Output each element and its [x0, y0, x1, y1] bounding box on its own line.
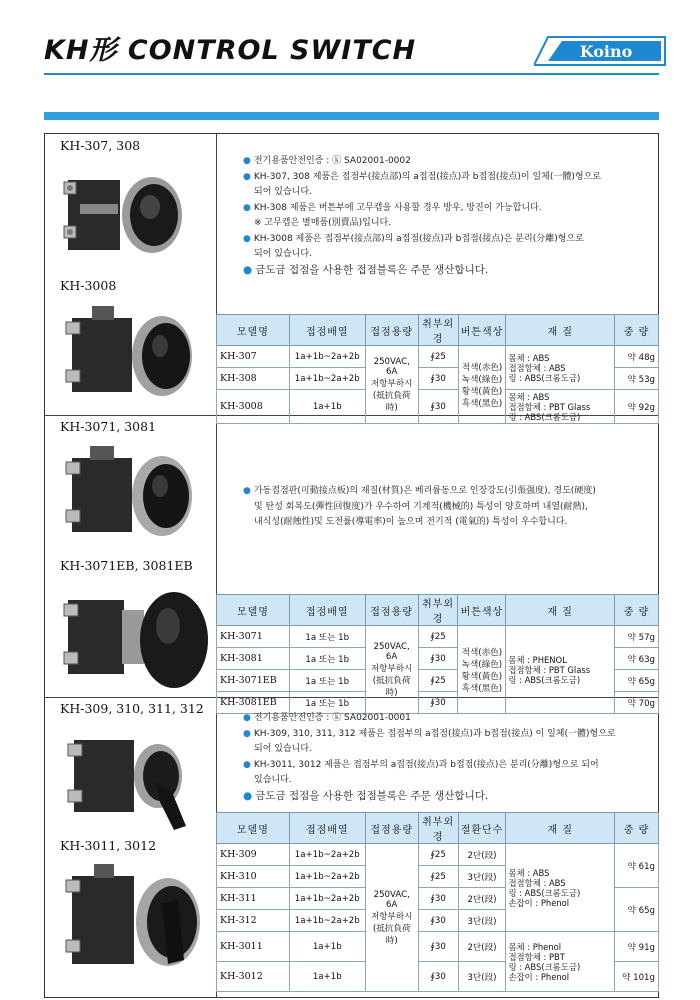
spec-table: [216, 812, 659, 992]
feature-list: ● 전기용품안전인증 : ⓚ SA02001-0001 ● KH-309, 310, 311, 312 제품은 접점부의 a접점(接点)과 b접점(接点) 이 일체(一體)형으로 되어 있습니다. ● KH-3011, 3012 제품은 접점부의 a접점(接点)과 b접점(接点)은 분리(分離)형으로 되어 있습니다. ● 금도금 접점을 사용한 접점블록은 주문 생산합니다.: [243, 713, 616, 802]
page-title: KH形 CONTROL SWITCH: [44, 35, 417, 66]
table-row: KH-309 1a+1b~2a+2b 250VAC, 6A 저항부하시 (抵抗負荷時) ∮25 2단(段) 몸체 : ABS 접점함체 : ABS 링 : ABS(크롬도금) 손잡이 : Phenol 약 61g: [217, 844, 659, 866]
spec-table: [216, 314, 659, 424]
selector-switch-photo: [64, 722, 204, 832]
feature-list: ● 전기용품안전인증 : ⓚ SA02001-0002 ● KH-307, 308 제품은 접점부(接点部)의 a접점(接点)과 b접점(接点)이 일체(一體)형으로 되어 있습니다. ● KH-308 제품은 버튼부에 고무캡을 사용할 경우 방우, 방진이 가능합니다. ※ 고무캡은 별매품(別賣品)입니다. ● KH-3008 제품은 접점부(接点部)의 a접점(接点)과 b접점(接点)은 분리(分離)형으로 되어 있습니다. ● 금도금 접점을 사용한 접점블록은 주문 생산합니다.: [243, 156, 601, 276]
table-row: KH-3008 1a+1b ∮30 몸체 : ABS 접점함체 : PBT Glass 링 : ABS(크롬도금) 약 92g: [217, 390, 659, 424]
table-row: KH-3011 1a+1b ∮30 2단(段) 몸체 : Phenol 접점함체 : PBT 링 : ABS(크롬도금) 손잡이 : Phenol 약 91g: [217, 932, 659, 962]
title-rule: [44, 73, 659, 75]
table-row: KH-3012 1a+1b ∮30 3단(段) 약 101g: [217, 962, 659, 992]
section-label: KH-307, 308: [60, 138, 141, 153]
table-row: KH-3081EB 1a 또는 1b ∮30 약 70g: [217, 692, 659, 714]
feature-list: ● 가동접점판(可動接点板)의 재질(材質)은 베리륨동으로 인장강도(引張强度), 경도(硬度) 및 탄성 회복도(彈性回復度)가 우수하여 기계적(機械的) 특성이 양호하며 내열(耐熱), 내식성(耐蝕性)및 도전률(導電率)이 높으며 전기적 (電氣的) 특성이 우수합니다.: [243, 486, 596, 527]
section-label: KH-3071, 3081: [60, 419, 157, 434]
table-row: KH-310 1a+1b~2a+2b ∮25 3단(段): [217, 866, 659, 888]
section-label: KH-3011, 3012: [60, 838, 157, 853]
table-header-row: 모델명 접점배열 접점용량 취부외경 버튼색상 재 질 중 량: [217, 595, 659, 626]
top-band: [44, 112, 659, 120]
table-row: KH-308 1a+1b~2a+2b ∮30 약 53g: [217, 368, 659, 390]
table-row: KH-307 1a+1b~2a+2b 250VAC, 6A 저항부하시 (抵抗負荷時) ∮25 적색(赤色) 녹색(綠色) 황색(黃色) 흑색(黑色) 몸체 : ABS 접점함체 : ABS 링 : ABS(크롬도금) 약 48g: [217, 346, 659, 368]
table-header-row: 모델명 접점배열 접점용량 취부외경 절환단수 재 질 중 량: [217, 813, 659, 844]
table-row: KH-3081 1a 또는 1b ∮30 약 63g: [217, 648, 659, 670]
table-row: KH-311 1a+1b~2a+2b ∮30 2단(段) 약 65g: [217, 888, 659, 910]
brand-text: Koino: [579, 42, 633, 61]
table-header-row: 모델명 접점배열 접점용량 취부외경 버튼색상 재 질 중 량: [217, 315, 659, 346]
table-row: KH-3071 1a 또는 1b 250VAC, 6A 저항부하시 (抵抗負荷時) ∮25 적색(赤色) 녹색(綠色) 황색(黃色) 흑색(黑色) 몸체 : PHENOL 접점함체 : PBT Glass 링 : ABS(크롬도금) 약 57g: [217, 626, 659, 648]
mushroom-button-photo: [62, 580, 212, 692]
table-row: KH-312 1a+1b~2a+2b ∮30 3단(段): [217, 910, 659, 932]
spec-table: [216, 594, 659, 714]
section-label: KH-3071EB, 3081EB: [60, 558, 193, 573]
section-label: KH-309, 310, 311, 312: [60, 701, 204, 716]
push-button-photo: [60, 160, 190, 270]
table-row: KH-3071EB 1a 또는 1b ∮25 약 65g: [217, 670, 659, 692]
push-button-photo: [62, 300, 202, 410]
section-label: KH-3008: [60, 278, 117, 293]
selector-switch-photo: [64, 860, 214, 985]
koino-logo: [534, 36, 666, 66]
push-button-photo: [62, 440, 202, 550]
